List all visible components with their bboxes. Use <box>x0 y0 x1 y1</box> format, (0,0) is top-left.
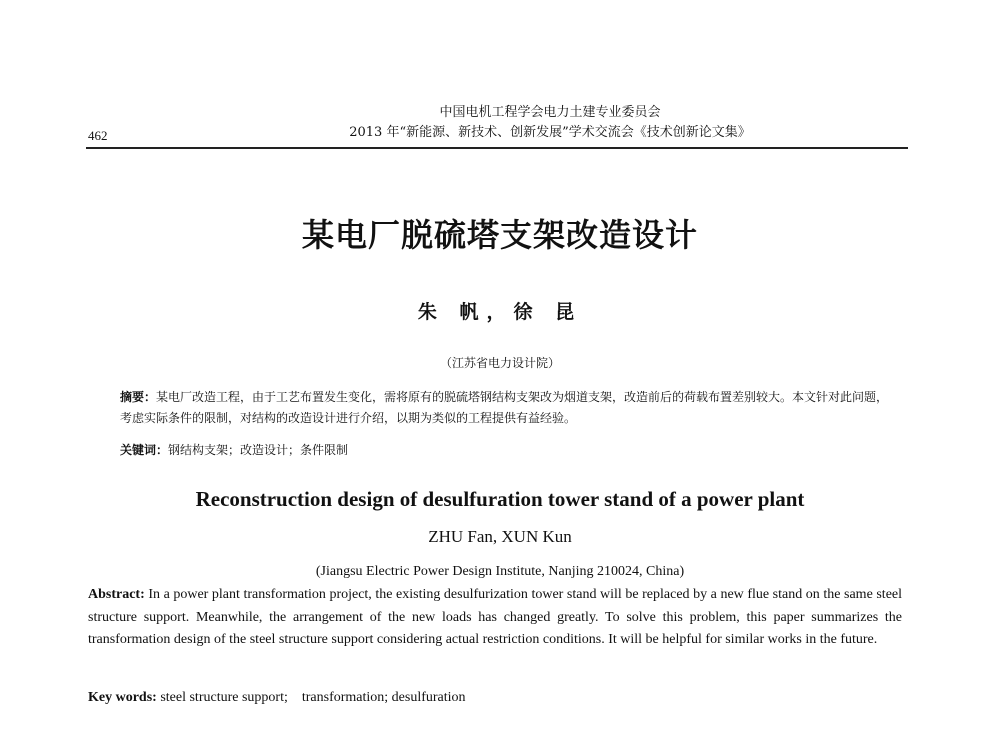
english-keyword-2: transformation; desulfuration <box>301 690 466 705</box>
english-affiliation: (Jiangsu Electric Power Design Institute, Nanjing 210024, China) <box>315 564 685 579</box>
english-abstract-label: Abstract: <box>88 587 145 602</box>
header-rule <box>86 147 908 149</box>
header-conference: 2013 年“新能源、新技术、创新发展”学术交流会《技术创新论文集》 <box>349 125 751 140</box>
english-keywords-label: Key words: <box>88 690 157 705</box>
english-abstract-text: In a power plant transformation project, the existing desulfurization tower stand will be replaced by a new flue stand on the same steel structure support. Meanwhile, the arrangement of the new loads has changed greatly. To solve this problem, this paper summarizes the transformation design of the steel structure support considering actual restriction conditions. It will be helpful for similar works in the future. <box>88 587 903 647</box>
english-keywords <box>88 688 902 708</box>
english-title: Reconstruction design of desulfuration tower stand of a power plant <box>195 487 805 511</box>
chinese-keywords-label: 关键词： <box>120 443 169 457</box>
chinese-abstract-text: 某电厂改造工程，由于工艺布置发生变化，需将原有的脱硫塔钢结构支架改为烟道支架，改造前后的荷载布置差别较大。本文针对此问题，考虑实际条件的限制，对结构的改造设计进行介绍，以期为类似的工程提供有益经验。 <box>120 390 889 425</box>
header-society: 中国电机工程学会电力土建专业委员会 <box>439 105 661 120</box>
page-number: 462 <box>88 128 108 143</box>
chinese-keywords <box>120 441 890 459</box>
english-authors: ZHU Fan, XUN Kun <box>428 527 572 546</box>
chinese-affiliation: （江苏省电力设计院） <box>439 356 560 370</box>
chinese-title: 某电厂脱硫塔支架改造设计 <box>301 216 698 254</box>
chinese-abstract-label: 摘要： <box>120 390 157 404</box>
chinese-keywords-text: 钢结构支架；改造设计；条件限制 <box>168 443 349 457</box>
chinese-authors: 朱 帆，徐 昆 <box>417 301 583 323</box>
english-abstract <box>88 584 902 652</box>
english-keyword-1: steel structure support; <box>160 690 288 705</box>
chinese-abstract <box>120 387 890 429</box>
